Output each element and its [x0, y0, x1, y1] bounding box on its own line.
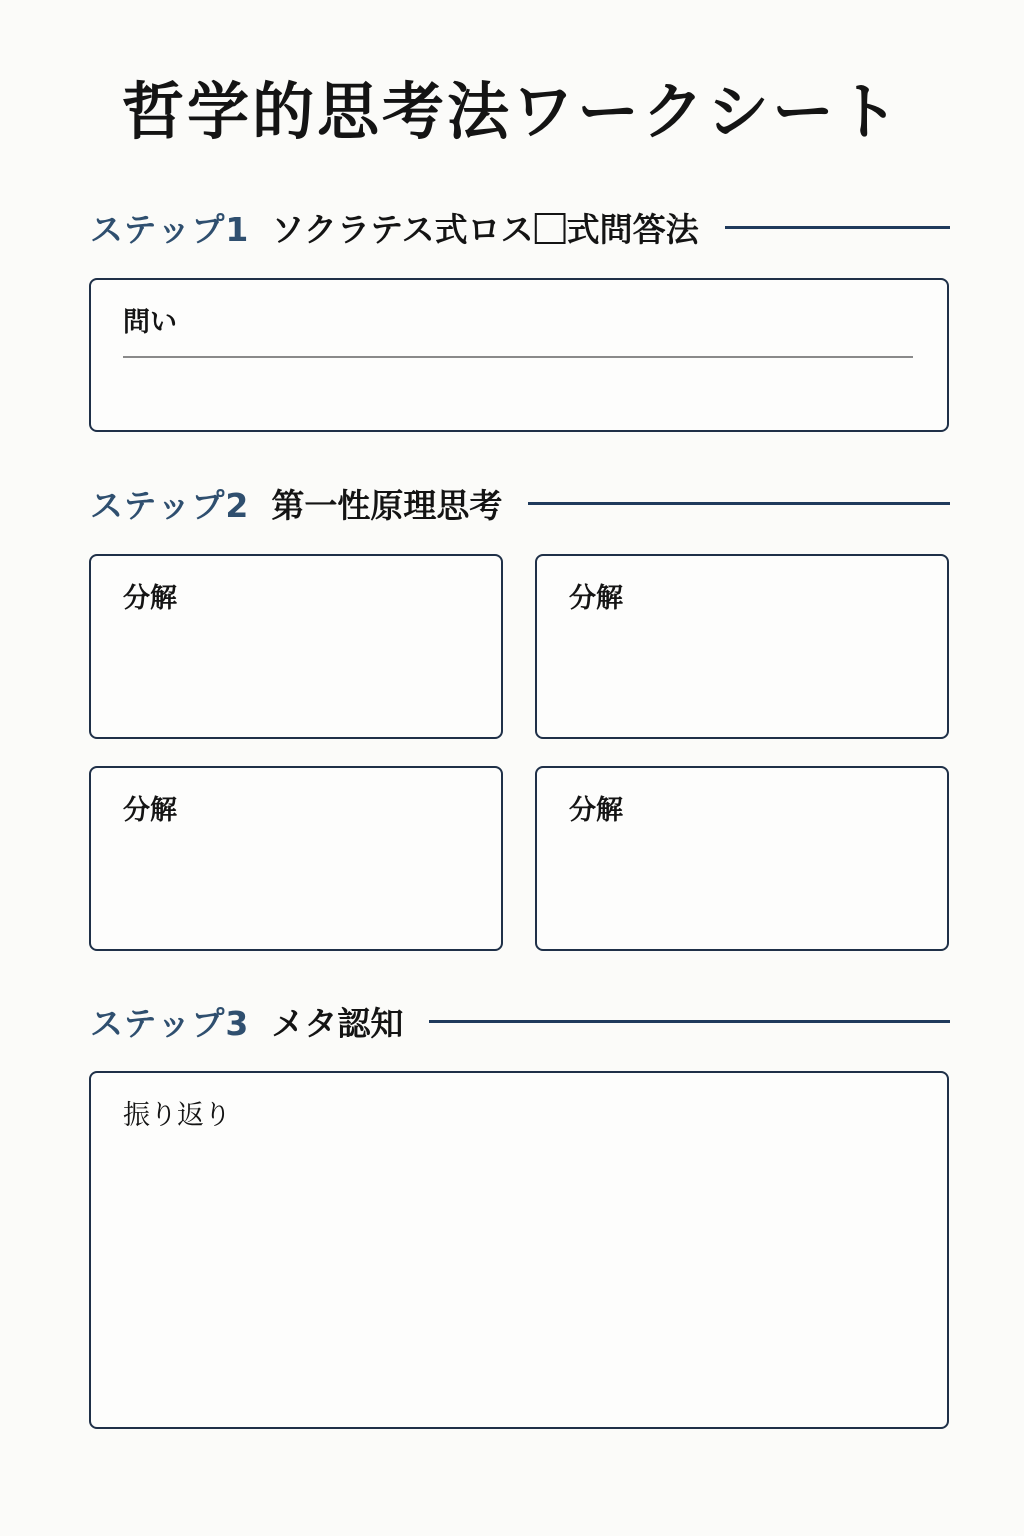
step1-name: ソクラテス式ロス⃞式問答法 — [271, 209, 699, 249]
step2-header — [90, 478, 950, 528]
decomposition-label-1: 分解 — [123, 583, 177, 614]
step3-name: メタ認知 — [271, 1003, 404, 1043]
question-label: 問い — [123, 307, 177, 338]
decomposition-box-3[interactable] — [89, 766, 503, 951]
decomposition-label-3: 分解 — [123, 795, 177, 826]
decomposition-box-4[interactable] — [535, 766, 949, 951]
decomposition-label-4: 分解 — [569, 795, 623, 826]
step2-label: ステップ2 — [90, 485, 250, 525]
step3-header — [90, 996, 950, 1046]
decomposition-label-2: 分解 — [569, 583, 623, 614]
question-box[interactable] — [89, 278, 949, 432]
step1-divider — [725, 226, 950, 229]
step1-label: ステップ1 — [90, 209, 250, 249]
reflection-label: 振り返り — [123, 1100, 231, 1131]
step1-header — [90, 202, 950, 252]
step3-label: ステップ3 — [90, 1003, 250, 1043]
reflection-box[interactable] — [89, 1071, 949, 1429]
worksheet-title: 哲学的思考法ワークシート — [121, 75, 902, 148]
decomposition-box-1[interactable] — [89, 554, 503, 739]
step2-name: 第一性原理思考 — [271, 485, 503, 525]
decomposition-box-2[interactable] — [535, 554, 949, 739]
step2-divider — [528, 502, 950, 505]
step3-divider — [429, 1020, 950, 1023]
question-answer-line[interactable] — [123, 356, 913, 358]
